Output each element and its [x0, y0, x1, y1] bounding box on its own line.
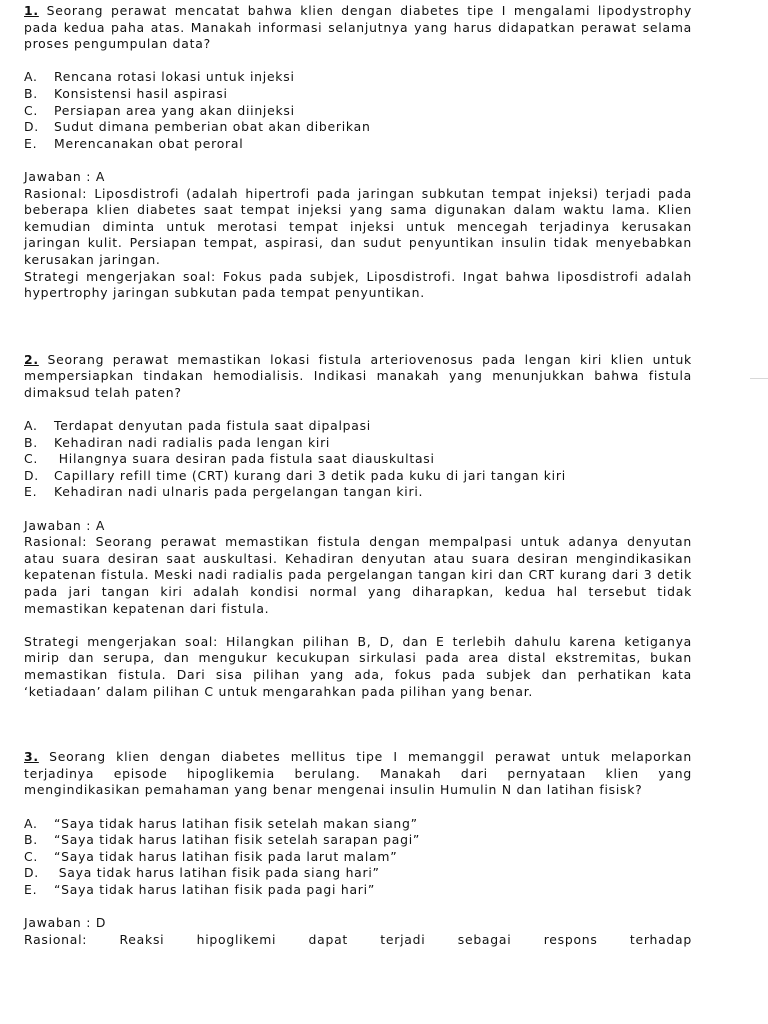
rationale-text: Rasional: Reaksi hipoglikemi dapat terjadi sebagai respons terhadap	[24, 931, 692, 947]
option-b: B. Konsistensi hasil aspirasi	[24, 85, 228, 101]
option-a: A. Terdapat denyutan pada fistula saat dipalpasi	[24, 418, 371, 434]
question-text: Seorang klien dengan diabetes mellitus tipe I memanggil perawat untuk melaporkan terjadinya episode hipoglikemia berulang. Manakah dari pernyataan klien yang mengindikasikan pemahaman yang benar mengenai insulin Humulin N dan latihan fisisk?	[24, 749, 692, 798]
strategy-text: Strategi mengerjakan soal: Hilangkan pilihan B, D, dan E terlebih dahulu karena ketiganya mirip dan serupa, dan mengukur kecukupan sirkulasi pada area distal ekstremitas, bukan memastikan fistula. Dari sisa pilihan yang ada, fokus pada subjek dan perhatikan kata ‘ketiadaan’ dalam pilihan C untuk mengarahkan pada pilihan yang benar.	[24, 633, 692, 699]
option-c: C. Hilangnya suara desiran pada fistula saat diauskultasi	[24, 451, 435, 467]
question-2	[24, 352, 692, 700]
option-a: A. “Saya tidak harus latihan fisik setelah makan siang”	[24, 815, 418, 831]
question-number: 3.	[24, 749, 39, 765]
question-stem	[24, 352, 692, 402]
option-c: C. Persiapan area yang akan diinjeksi	[24, 102, 295, 118]
option-b: B. “Saya tidak harus latihan fisik setelah sarapan pagi”	[24, 832, 421, 848]
answer-options	[24, 816, 692, 899]
question-text: Seorang perawat memastikan lokasi fistula arteriovenosus pada lengan kiri klien untuk mempersiapkan tindakan hemodialisis. Indikasi manakah yang menunjukkan bahwa fistula dimaksud telah paten?	[24, 351, 692, 400]
rationale-text: Rasional: Seorang perawat memastikan fistula dengan mempalpasi untuk adanya denyutan atau suara desiran saat auskultasi. Kehadiran denyutan atau suara desiran mengindikasikan kepatenan fistula. Meski nadi radialis pada pergelangan tangan kiri dan CRT kurang dari 3 detik pada jari tangan kiri adalah kondisi normal yang diharapkan, kedua hal tersebut tidak memastikan kepatenan dari fistula.	[24, 534, 692, 616]
answer-key: Jawaban : A	[24, 168, 106, 184]
option-e: E. “Saya tidak harus latihan fisik pada pagi hari”	[24, 881, 376, 897]
question-text: Seorang perawat mencatat bahwa klien dengan diabetes tipe I mengalami lipodystrophy pada kedua paha atas. Manakah informasi selanjutnya yang harus didapatkan perawat selama proses pengumpulan data?	[24, 3, 692, 52]
option-a: A. Rencana rotasi lokasi untuk injeksi	[24, 69, 295, 85]
answer-options	[24, 418, 692, 501]
rationale-text: Rasional: Liposdistrofi (adalah hipertrofi pada jaringan subkutan tempat injeksi) terjadi pada beberapa klien diabetes saat tempat injeksi yang sama digunakan dalam waktu lama. Klien kemudian diminta untuk merotasi tempat injeksi untuk mencegah terjadinya kerusakan jaringan kulit. Persiapan tempat, aspirasi, dan sudut penyuntikan insulin tidak menyebabkan kerusakan jaringan.	[24, 185, 692, 267]
question-stem	[24, 749, 692, 799]
question-stem	[24, 3, 692, 53]
answer-key: Jawaban : A	[24, 517, 106, 533]
question-number: 2.	[24, 351, 39, 367]
option-c: C. “Saya tidak harus latihan fisik pada larut malam”	[24, 848, 398, 864]
answer-options	[24, 69, 692, 152]
question-1	[24, 3, 692, 302]
option-d: D. Sudut dimana pemberian obat akan diberikan	[24, 119, 371, 135]
strategy-text: Strategi mengerjakan soal: Fokus pada subjek, Liposdistrofi. Ingat bahwa liposdistrofi adalah hypertrophy jaringan subkutan pada tempat penyuntikan.	[24, 268, 692, 301]
question-number: 1.	[24, 3, 39, 18]
page-edge-mark	[750, 378, 768, 379]
option-d: D. Capillary refill time (CRT) kurang dari 3 detik pada kuku di jari tangan kiri	[24, 467, 566, 483]
option-e: E. Kehadiran nadi ulnaris pada pergelangan tangan kiri.	[24, 484, 424, 500]
option-e: E. Merencanakan obat peroral	[24, 135, 244, 151]
option-b: B. Kehadiran nadi radialis pada lengan kiri	[24, 434, 331, 450]
answer-key: Jawaban : D	[24, 915, 107, 931]
question-3	[24, 749, 692, 948]
document-page	[24, 3, 692, 948]
option-d: D. Saya tidak harus latihan fisik pada siang hari”	[24, 865, 380, 881]
